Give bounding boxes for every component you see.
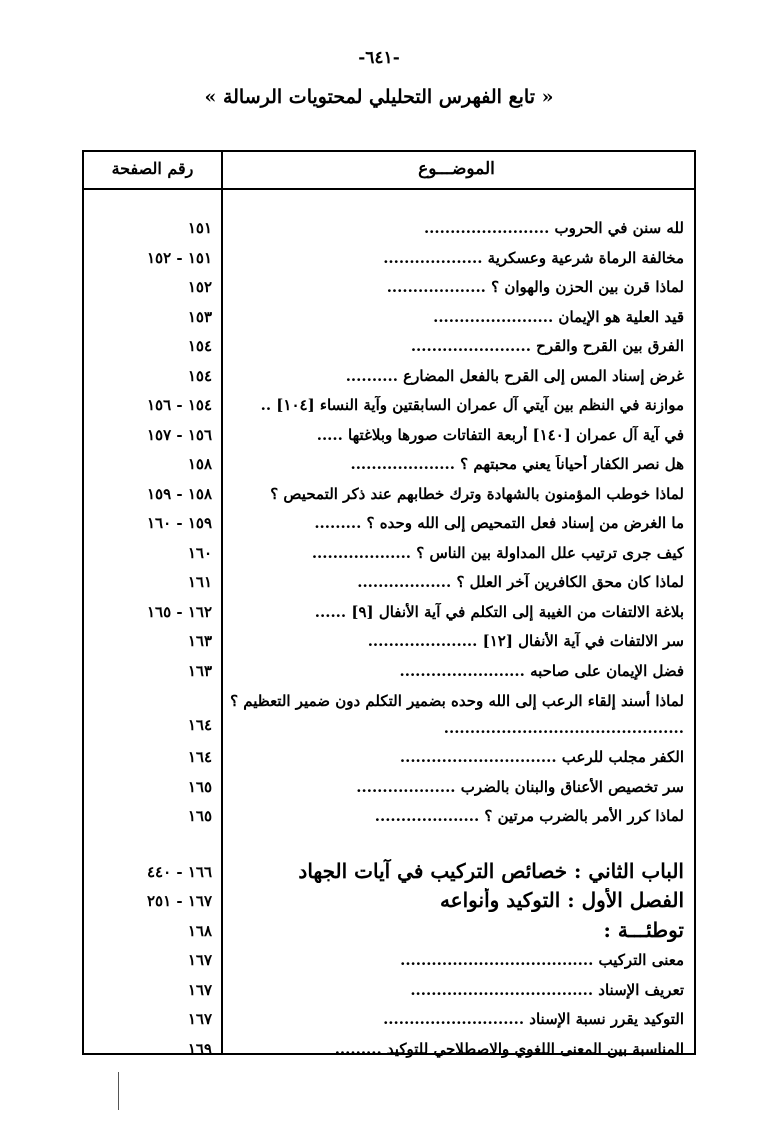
row-topic: الباب الثاني : خصائص التركيب في آيات الجهاد	[298, 858, 684, 883]
row-page-range: ١٥٣	[187, 307, 212, 326]
row-page-range: ١٦٢ - ١٦٥	[146, 602, 212, 621]
row-page-range: ١٦٨	[187, 921, 212, 940]
row-topic: فضل الإيمان على صاحبه ........................	[399, 661, 684, 680]
row-page-range: ١٦٤	[187, 748, 212, 766]
table-row	[84, 976, 694, 1006]
toc-heading-row	[84, 858, 694, 888]
row-page-range: ١٦٤	[187, 716, 212, 734]
toc-heading-row	[84, 887, 694, 917]
page-title: « تابع الفهرس التحليلي لمحتويات الرسالة »	[204, 86, 554, 108]
toc-rows	[84, 214, 694, 1064]
row-page-range: ١٦١	[187, 573, 212, 591]
row-topic: ما الغرض من إسناد فعل التمحيص إلى الله وحده ؟ .........	[314, 514, 684, 532]
row-page-range: ١٦٩	[187, 1039, 212, 1058]
row-topic: معنى التركيب .....................................	[400, 951, 684, 969]
row-page-range: ١٦٠	[187, 543, 212, 562]
row-page-range: ١٦٧	[187, 980, 212, 999]
row-topic: الفرق بين القرح والقرح .......................	[410, 337, 684, 355]
table-row	[84, 1005, 694, 1035]
row-page-range: ١٥١	[187, 219, 212, 237]
row-topic: لماذا كرر الأمر بالضرب مرتين ؟ ....................	[374, 807, 684, 825]
row-page-range: ١٥٤	[187, 366, 212, 385]
table-row	[84, 244, 694, 274]
table-row	[84, 362, 694, 392]
row-page-range: ١٥٨	[187, 455, 212, 473]
row-page-range: ١٥٤ - ١٥٦	[146, 396, 212, 414]
table-row	[84, 450, 694, 480]
row-topic: لماذا قرن بين الحزن والهوان ؟ ...................	[386, 278, 684, 296]
row-page-range: ١٥٩ - ١٦٠	[146, 514, 212, 532]
table-row	[84, 539, 694, 569]
row-topic: كيف جرى ترتيب علل المداولة بين الناس ؟ ...................	[311, 543, 684, 562]
row-topic: في آية آل عمران [١٤٠] أربعة التفاتات صورها وبلاغتها .....	[316, 425, 684, 444]
row-page-range: ١٥٢	[187, 278, 212, 296]
row-page-range: ١٦٧	[187, 951, 212, 969]
row-page-range: ١٦٧ - ٢٥١	[146, 892, 212, 910]
row-page-range: ١٦٣	[187, 632, 212, 650]
row-topic: موازنة في النظم بين آيتي آل عمران السابقتين وآية النساء [١٠٤] ..	[260, 396, 684, 414]
table-row	[84, 332, 694, 362]
header-topic: الموضـــوع	[418, 159, 495, 179]
table-row	[84, 391, 694, 421]
toc-heading-row	[84, 917, 694, 947]
toc-table	[82, 150, 696, 1058]
table-row	[84, 686, 694, 743]
table-row	[84, 657, 694, 687]
table-row	[84, 421, 694, 451]
page-number: -٦٤١-	[358, 48, 400, 68]
row-page-range: ١٦٣	[187, 661, 212, 680]
row-topic: لماذا أسند إلقاء الرعب إلى الله وحده بضمير التكلم دون ضمير التعظيم ؟ ..............................................	[230, 692, 684, 737]
table-row	[84, 743, 694, 773]
row-topic: قيد العلية هو الإيمان .......................	[433, 307, 684, 326]
margin-mark	[118, 1072, 119, 1110]
row-page-range: ١٥٨ - ١٥٩	[146, 484, 212, 503]
row-page-range: ١٦٥	[187, 777, 212, 796]
row-topic: تعريف الإسناد ...................................	[410, 980, 684, 999]
row-page-range: ١٥١ - ١٥٢	[146, 248, 212, 267]
row-page-range: ١٦٦ - ٤٤٠	[146, 862, 212, 881]
row-topic: سر الالتفات في آية الأنفال [١٢] .....................	[367, 632, 684, 650]
section-gap	[84, 832, 694, 858]
table-row	[84, 773, 694, 803]
table-row	[84, 946, 694, 976]
row-topic: توطئـــة :	[603, 917, 684, 942]
table-row	[84, 598, 694, 628]
table-row	[84, 214, 694, 244]
row-topic: غرض إسناد المس إلى القرح بالفعل المضارع ..........	[345, 366, 684, 385]
table-row	[84, 627, 694, 657]
table-row	[84, 273, 694, 303]
row-topic: المناسبة بين المعنى اللغوي والاصطلاحي للتوكيد .........	[334, 1039, 684, 1058]
row-topic: لله سنن في الحروب ........................	[423, 219, 684, 237]
row-topic: مخالفة الرماة شرعية وعسكرية ...................	[383, 248, 684, 267]
row-topic: سر تخصيص الأعناق والبنان بالضرب ...................	[356, 777, 684, 796]
row-topic: التوكيد يقرر نسبة الإسناد ...........................	[383, 1010, 684, 1028]
row-page-range: ١٥٤	[187, 337, 212, 355]
toc-header	[84, 152, 694, 190]
row-page-range: ١٦٥	[187, 807, 212, 825]
row-topic: بلاغة الالتفات من الغيبة إلى التكلم في آية الأنفال [٩] ......	[314, 602, 684, 621]
row-topic: هل نصر الكفار أحياناً يعني محبتهم ؟ ....................	[350, 455, 684, 473]
table-row	[84, 480, 694, 510]
row-topic: لماذا كان محق الكافرين آخر العلل ؟ ..................	[357, 573, 684, 591]
table-row	[84, 303, 694, 333]
header-page-number: رقم الصفحة	[111, 159, 194, 178]
row-page-range: ١٦٧	[187, 1010, 212, 1028]
row-topic: الكفر مجلب للرعب ..............................	[399, 748, 684, 766]
row-page-range: ١٥٦ - ١٥٧	[146, 425, 212, 444]
table-row	[84, 509, 694, 539]
table-row	[84, 1035, 694, 1065]
table-row	[84, 802, 694, 832]
row-topic: لماذا خوطب المؤمنون بالشهادة وترك خطابهم عند ذكر التمحيص ؟	[270, 484, 684, 503]
table-row	[84, 568, 694, 598]
row-topic: الفصل الأول : التوكيد وأنواعه	[439, 888, 684, 912]
